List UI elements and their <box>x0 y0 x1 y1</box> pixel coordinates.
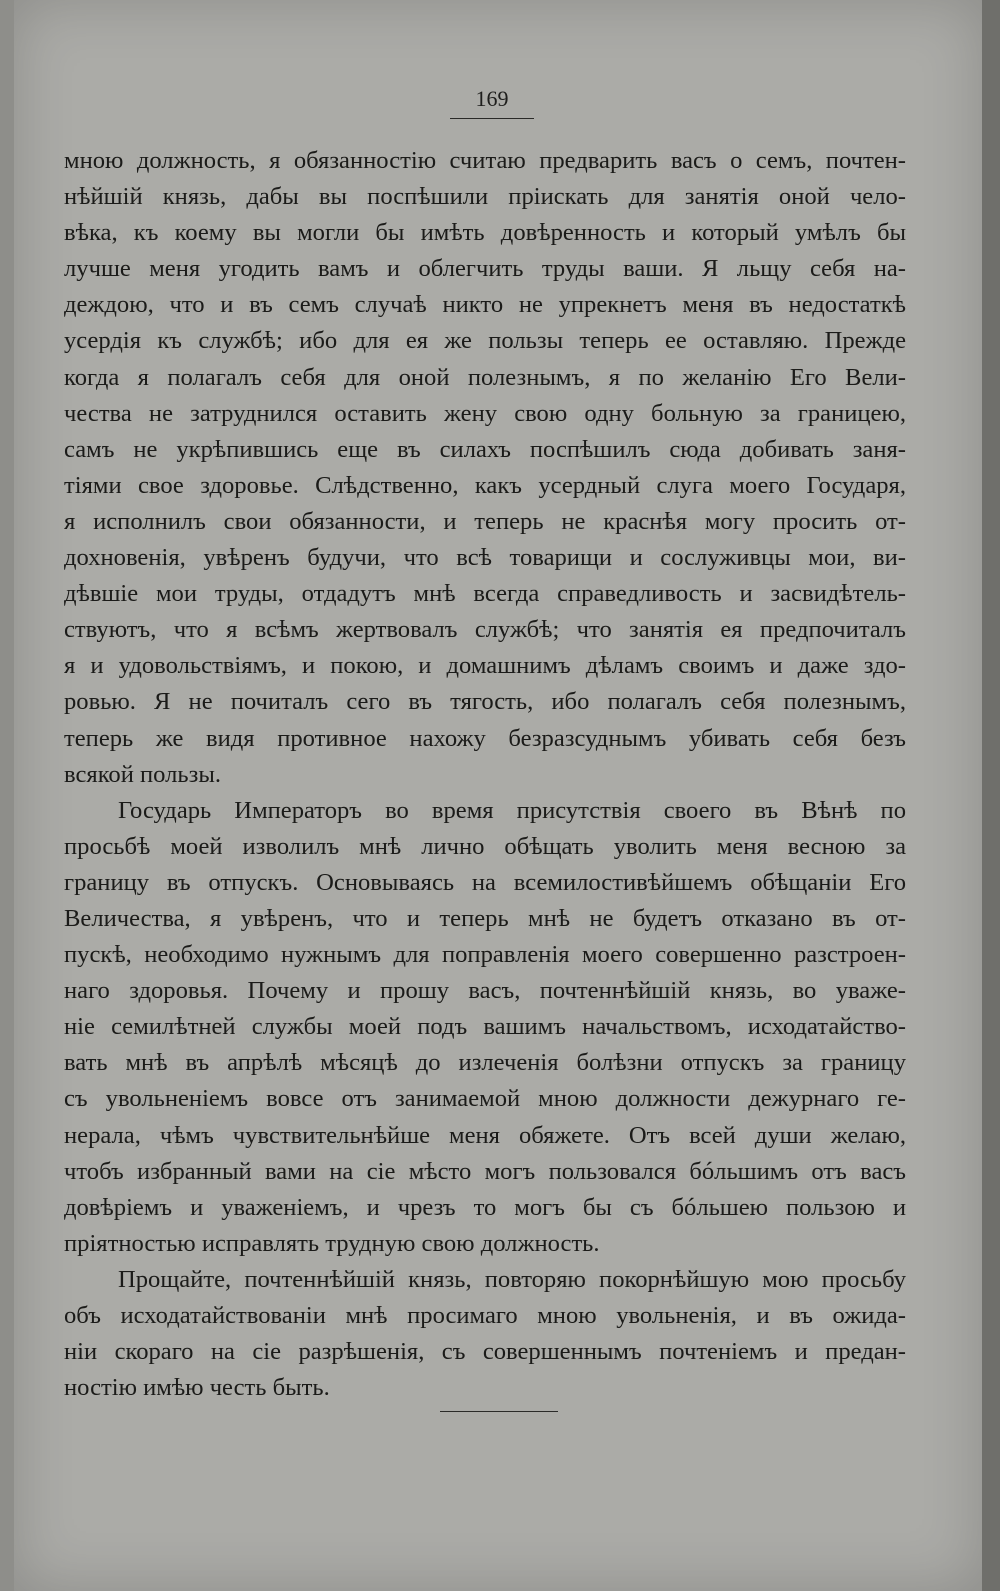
text-line: я исполнилъ свои обязанности, и теперь не краснѣя могу просить от- <box>64 507 906 535</box>
paragraph <box>64 1262 906 1406</box>
text-line: вать мнѣ въ апрѣлѣ мѣсяцѣ до излеченія болѣзни отпускъ за границу <box>64 1049 906 1077</box>
text-line: теперь же видя противное нахожу безразсуднымъ убивать себя безъ <box>64 724 906 752</box>
body-text <box>64 143 906 1406</box>
text-line: Прощайте, почтеннѣйшій князь, повторяю покорнѣйшую мою просьбу <box>118 1265 906 1293</box>
text-line: самъ не укрѣпившись еще въ силахъ поспѣшилъ сюда добивать заня- <box>64 435 906 463</box>
text-line: съ увольненіемъ вовсе отъ занимаемой мною должности дежурнаго ге- <box>64 1085 906 1113</box>
paragraph <box>64 793 906 1262</box>
text-line: границу въ отпускъ. Основываясь на всемилостивѣйшемъ обѣщаніи Его <box>64 868 906 896</box>
text-line: просьбѣ моей изволилъ мнѣ лично обѣщать уволить меня весною за <box>64 832 906 860</box>
text-line: Величества, я увѣренъ, что и теперь мнѣ не будетъ отказано въ от- <box>64 904 906 932</box>
text-line: нерала, чѣмъ чувствительнѣйше меня обяжете. Отъ всей души желаю, <box>64 1121 906 1149</box>
text-line: пускѣ, необходимо нужнымъ для поправленія моего совершенно разстроен- <box>64 941 906 969</box>
text-line: ностію имѣю честь быть. <box>64 1374 330 1402</box>
text-line: чества не затруднился оставить жену свою одну больную за границею, <box>64 399 906 427</box>
text-line: объ исходатайствованіи мнѣ просимаго мною увольненія, и въ ожида- <box>64 1302 906 1329</box>
text-line: пріятностью исправлять трудную свою должность. <box>64 1229 600 1257</box>
text-line: дѣвшіе мои труды, отдадутъ мнѣ всегда справедливость и засвидѣтель- <box>64 580 906 608</box>
paragraph <box>64 143 906 793</box>
text-line: ствуютъ, что я всѣмъ жертвовалъ службѣ; что занятія ея предпочиталъ <box>64 616 906 644</box>
text-line: тіями свое здоровье. Слѣдственно, какъ усердный слуга моего Государя, <box>64 471 906 499</box>
text-line: нѣйшій князь, дабы вы поспѣшили пріискать для занятія оной чело- <box>64 183 906 211</box>
text-line: наго здоровья. Почему и прошу васъ, почтеннѣйшій князь, во уваже- <box>64 977 906 1005</box>
text-line: чтобъ избранный вами на сіе мѣсто могъ пользовался бóльшимъ отъ васъ <box>64 1157 906 1185</box>
text-line: ніи скораго на сіе разрѣшенія, съ совершеннымъ почтеніемъ и предан- <box>64 1338 906 1366</box>
text-line: ровью. Я не почиталъ сего въ тягость, ибо полагалъ себя полезнымъ, <box>64 688 906 716</box>
text-line: ніе семилѣтней службы моей подъ вашимъ начальствомъ, исходатайство- <box>64 1013 906 1041</box>
text-line: довѣріемъ и уваженіемъ, и чрезъ то могъ бы съ бóльшею пользою и <box>64 1193 906 1221</box>
text-line: вѣка, къ коему вы могли бы имѣть довѣренность и который умѣлъ бы <box>64 219 906 247</box>
text-line: деждою, что и въ семъ случаѣ никто не упрекнетъ меня въ недостаткѣ <box>64 291 906 319</box>
text-line: Государь Императоръ во время присутствія своего въ Вѣнѣ по <box>118 796 906 824</box>
page-number: 169 <box>475 86 509 111</box>
text-line: я и удовольствіямъ, и покою, и домашнимъ дѣламъ своимъ и даже здо- <box>64 652 906 680</box>
end-rule <box>440 1411 558 1412</box>
text-line: всякой пользы. <box>64 760 222 788</box>
text-line: усердія къ службѣ; ибо для ея же пользы теперь ее оставляю. Прежде <box>64 327 906 355</box>
page-edge <box>982 0 1000 1591</box>
text-line: лучше меня угодить вамъ и облегчить труды ваши. Я льщу себя на- <box>64 255 906 283</box>
text-line: мною должность, я обязанностію считаю предварить васъ о семъ, почтен- <box>64 147 906 174</box>
text-line: когда я полагалъ себя для оной полезнымъ, я по желанію Его Вели- <box>64 363 906 391</box>
text-line: дохновенія, увѣренъ будучи, что всѣ товарищи и сослуживцы мои, ви- <box>64 544 906 572</box>
page-number-rule <box>450 118 534 119</box>
